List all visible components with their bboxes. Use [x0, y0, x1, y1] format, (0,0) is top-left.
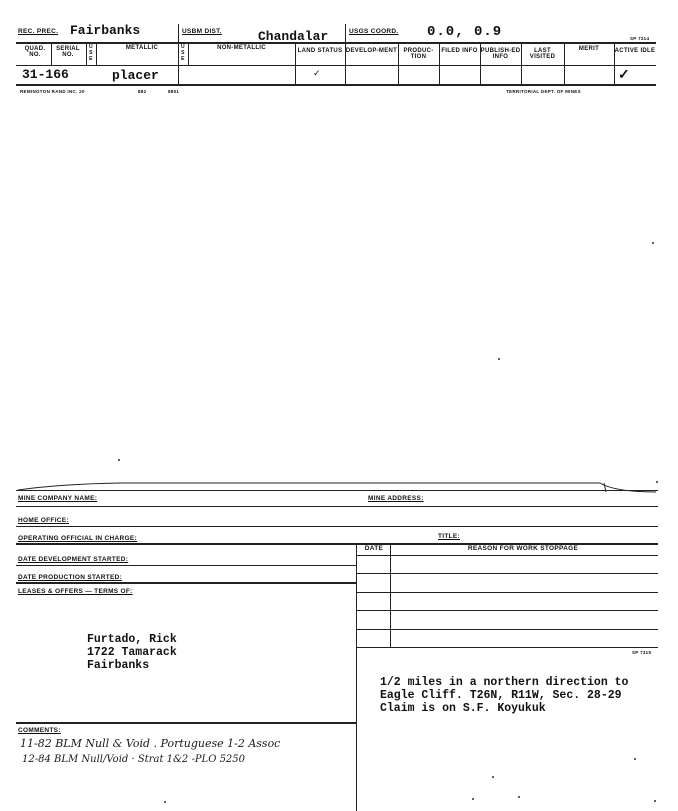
divider-columns: [356, 543, 357, 811]
owner-name: Furtado, Rick: [87, 633, 177, 646]
usgs-coord-value: 0.0, 0.9: [427, 24, 503, 40]
col-non-metallic: NON-METALLIC: [217, 45, 266, 51]
rule-comments: [16, 722, 356, 724]
scan-speck: [652, 242, 654, 244]
usgs-coord-label: USGS COORD.: [349, 28, 399, 35]
printer-code-2: 8801: [168, 89, 180, 94]
quad-serial-value: 31-166: [22, 67, 69, 82]
owner-street: 1722 Tamarack: [87, 646, 177, 659]
scan-speck: [518, 796, 520, 798]
home-office-label: HOME OFFICE:: [18, 517, 69, 524]
divider-stoppage-date: [390, 544, 391, 647]
col-metallic: METALLIC: [125, 45, 159, 51]
rule-company-bottom: [16, 506, 658, 507]
scan-speck: [498, 358, 500, 360]
printer-credit: REMINGTON RAND INC. 20: [20, 89, 85, 94]
date-production-label: DATE PRODUCTION STARTED:: [18, 574, 123, 581]
operating-official-label: OPERATING OFFICIAL IN CHARGE:: [18, 535, 137, 542]
col-land-status: LAND STATUS: [297, 48, 343, 54]
rec-prec-label: REC. PREC.: [18, 28, 59, 35]
stoppage-reason-header: REASON FOR WORK STOPPAGE: [467, 545, 579, 552]
col-use-code: U S E: [89, 44, 93, 62]
col-published-info: PUBLISH-ED INFO: [480, 48, 521, 60]
top-rule-3: [16, 84, 656, 86]
top-rule-1: [16, 42, 656, 44]
location-note: [380, 676, 628, 715]
divider-usgs: [345, 24, 346, 84]
col-quad-no: QUAD. NO.: [24, 46, 46, 58]
rule-stoppage-5: [356, 647, 658, 648]
usbm-dist-value: Chandalar: [258, 29, 329, 44]
rule-stoppage-header: [356, 555, 658, 556]
owner-city: Fairbanks: [87, 659, 150, 672]
rule-stoppage-1: [356, 573, 658, 574]
rule-stoppage-2: [356, 592, 658, 593]
usbm-dist-label: USBM DIST.: [182, 28, 222, 35]
rule-stoppage-4: [356, 629, 658, 630]
scan-speck: [634, 758, 636, 760]
location-line-2: Eagle Cliff. T26N, R11W, Sec. 28-29: [380, 689, 622, 702]
active-idle-check-icon: ✓: [618, 66, 630, 82]
stoppage-date-header: DATE: [364, 545, 384, 552]
scan-speck: [164, 801, 166, 803]
rule-company-top: [16, 490, 658, 491]
leases-label: LEASES & OFFERS — TERMS OF:: [18, 588, 133, 595]
land-status-check-icon: ✓: [313, 68, 321, 78]
comments-label: COMMENTS:: [18, 727, 61, 734]
rec-prec-value: Fairbanks: [70, 23, 141, 38]
date-development-label: DATE DEVELOPMENT STARTED:: [18, 556, 129, 563]
col-active-idle: ACTIVE IDLE: [614, 48, 656, 54]
top-rule-2: [16, 65, 656, 66]
col-use-code-2: U S E: [181, 44, 185, 62]
bottom-form-number: SP 7315: [632, 650, 652, 655]
title-label: TITLE:: [438, 533, 461, 540]
location-line-3: Claim is on S.F. Koyukuk: [380, 702, 546, 715]
owner-block: [87, 633, 177, 672]
col-filed-info: FILED INFO: [441, 48, 478, 54]
scan-speck: [118, 459, 120, 461]
scan-speck: [492, 776, 494, 778]
location-line-1: 1/2 miles in a northern direction to: [380, 676, 629, 689]
mine-address-label: MINE ADDRESS:: [368, 495, 424, 502]
top-form-number: SP 7314: [630, 36, 650, 41]
col-production: PRODUC-TION: [403, 48, 434, 60]
mine-company-name-label: MINE COMPANY NAME:: [18, 495, 98, 502]
col-last-visited: LAST VISITED: [529, 48, 556, 60]
metallic-value: placer: [112, 68, 159, 83]
col-merit: MERIT: [578, 46, 600, 52]
rule-home-office: [16, 526, 658, 527]
col-development: DEVELOP-MENT: [345, 48, 398, 54]
col-serial-no: SERIAL NO.: [56, 46, 80, 58]
printer-code-1: 882: [138, 89, 147, 94]
comment-line-2: 12-84 BLM Null/Void · Strat 1&2 -PLO 5250: [22, 754, 246, 765]
rule-date-development: [16, 565, 356, 566]
comment-line-1: 11-82 BLM Null & Void . Portuguese 1-2 Assoc: [20, 737, 281, 750]
scan-speck: [472, 798, 474, 800]
rule-date-production: [16, 582, 356, 584]
scan-speck: [654, 800, 656, 802]
rule-stoppage-3: [356, 610, 658, 611]
territorial-dept: TERRITORIAL DEPT. OF MINES: [506, 89, 581, 94]
